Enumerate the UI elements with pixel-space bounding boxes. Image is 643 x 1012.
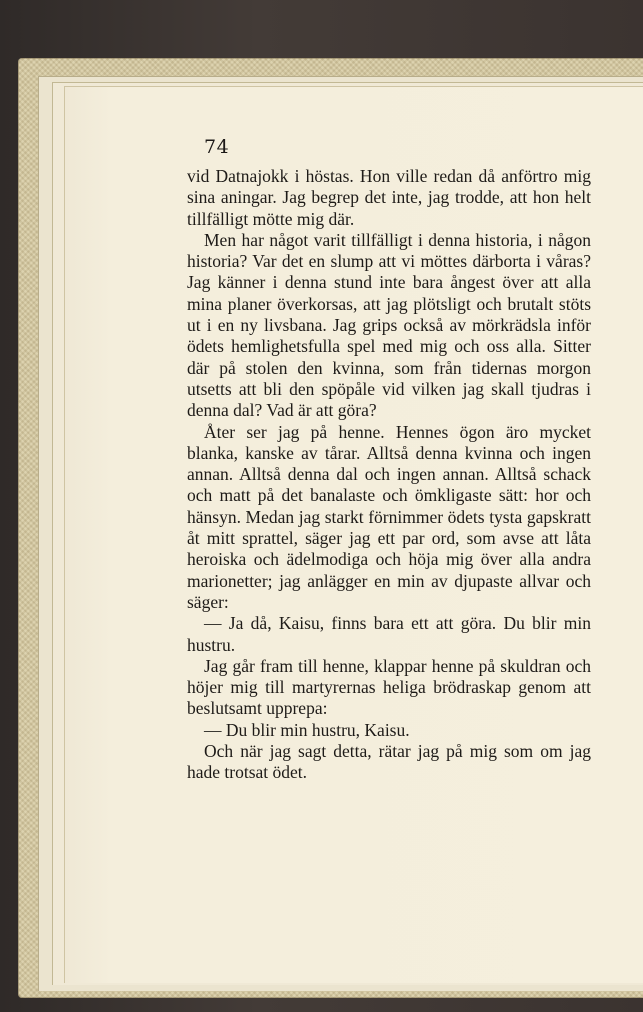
- paragraph-1: vid Datnajokk i höstas. Hon ville redan då anförtro mig sina aningar. Jag begrep det inte, jag trodde, att hon helt tillfälligt mötte mig där.: [187, 166, 591, 229]
- paragraph-2: Men har något varit tillfälligt i denna historia, i någon historia? Var det en slump att vi möttes därborta i våras? Jag känner i denna stund inte bara ångest över att alla mina planer överkorsas, att jag plötsligt och brutalt stöts ut i en ny livsbana. Jag grips också av mörkrädsla inför ödets hemlighetsfulla spel med mig och oss alla. Sitter där på stolen den kvinna, som från tidernas morgon utsetts att bli den spöpåle vid vilken jag skall tjudras i denna dal? Vad är att göra?: [187, 229, 591, 421]
- paragraph-4: — Ja då, Kaisu, finns bara ett att göra. Du blir min hustru.: [187, 613, 591, 655]
- page-text: [187, 166, 591, 784]
- paragraph-5: Jag går fram till henne, klappar henne på skuldran och höjer mig till martyrernas heliga brödraskap genom att beslutsamt upprepa:: [187, 655, 591, 719]
- paragraph-7: Och när jag sagt detta, rätar jag på mig som om jag hade trotsat ödet.: [187, 741, 591, 783]
- paragraph-3: Åter ser jag på henne. Hennes ögon äro mycket blanka, kanske av tårar. Alltså denna kvinna och ingen annan. Alltså denna dal och ingen annan. Alltså schack och matt på det banalaste och ömkligaste sätt: hor och hänsyn. Medan jag starkt förnimmer ödets tysta gapskratt åt mitt sprattel, säger jag ett par ord, som avse att låta heroiska och ädelmodiga och höja mig över alla andra marionetter; jag anlägger en min av djupaste allvar och säger:: [187, 421, 591, 612]
- page-number: 74: [204, 136, 230, 158]
- paragraph-6: — Du blir min hustru, Kaisu.: [204, 719, 410, 740]
